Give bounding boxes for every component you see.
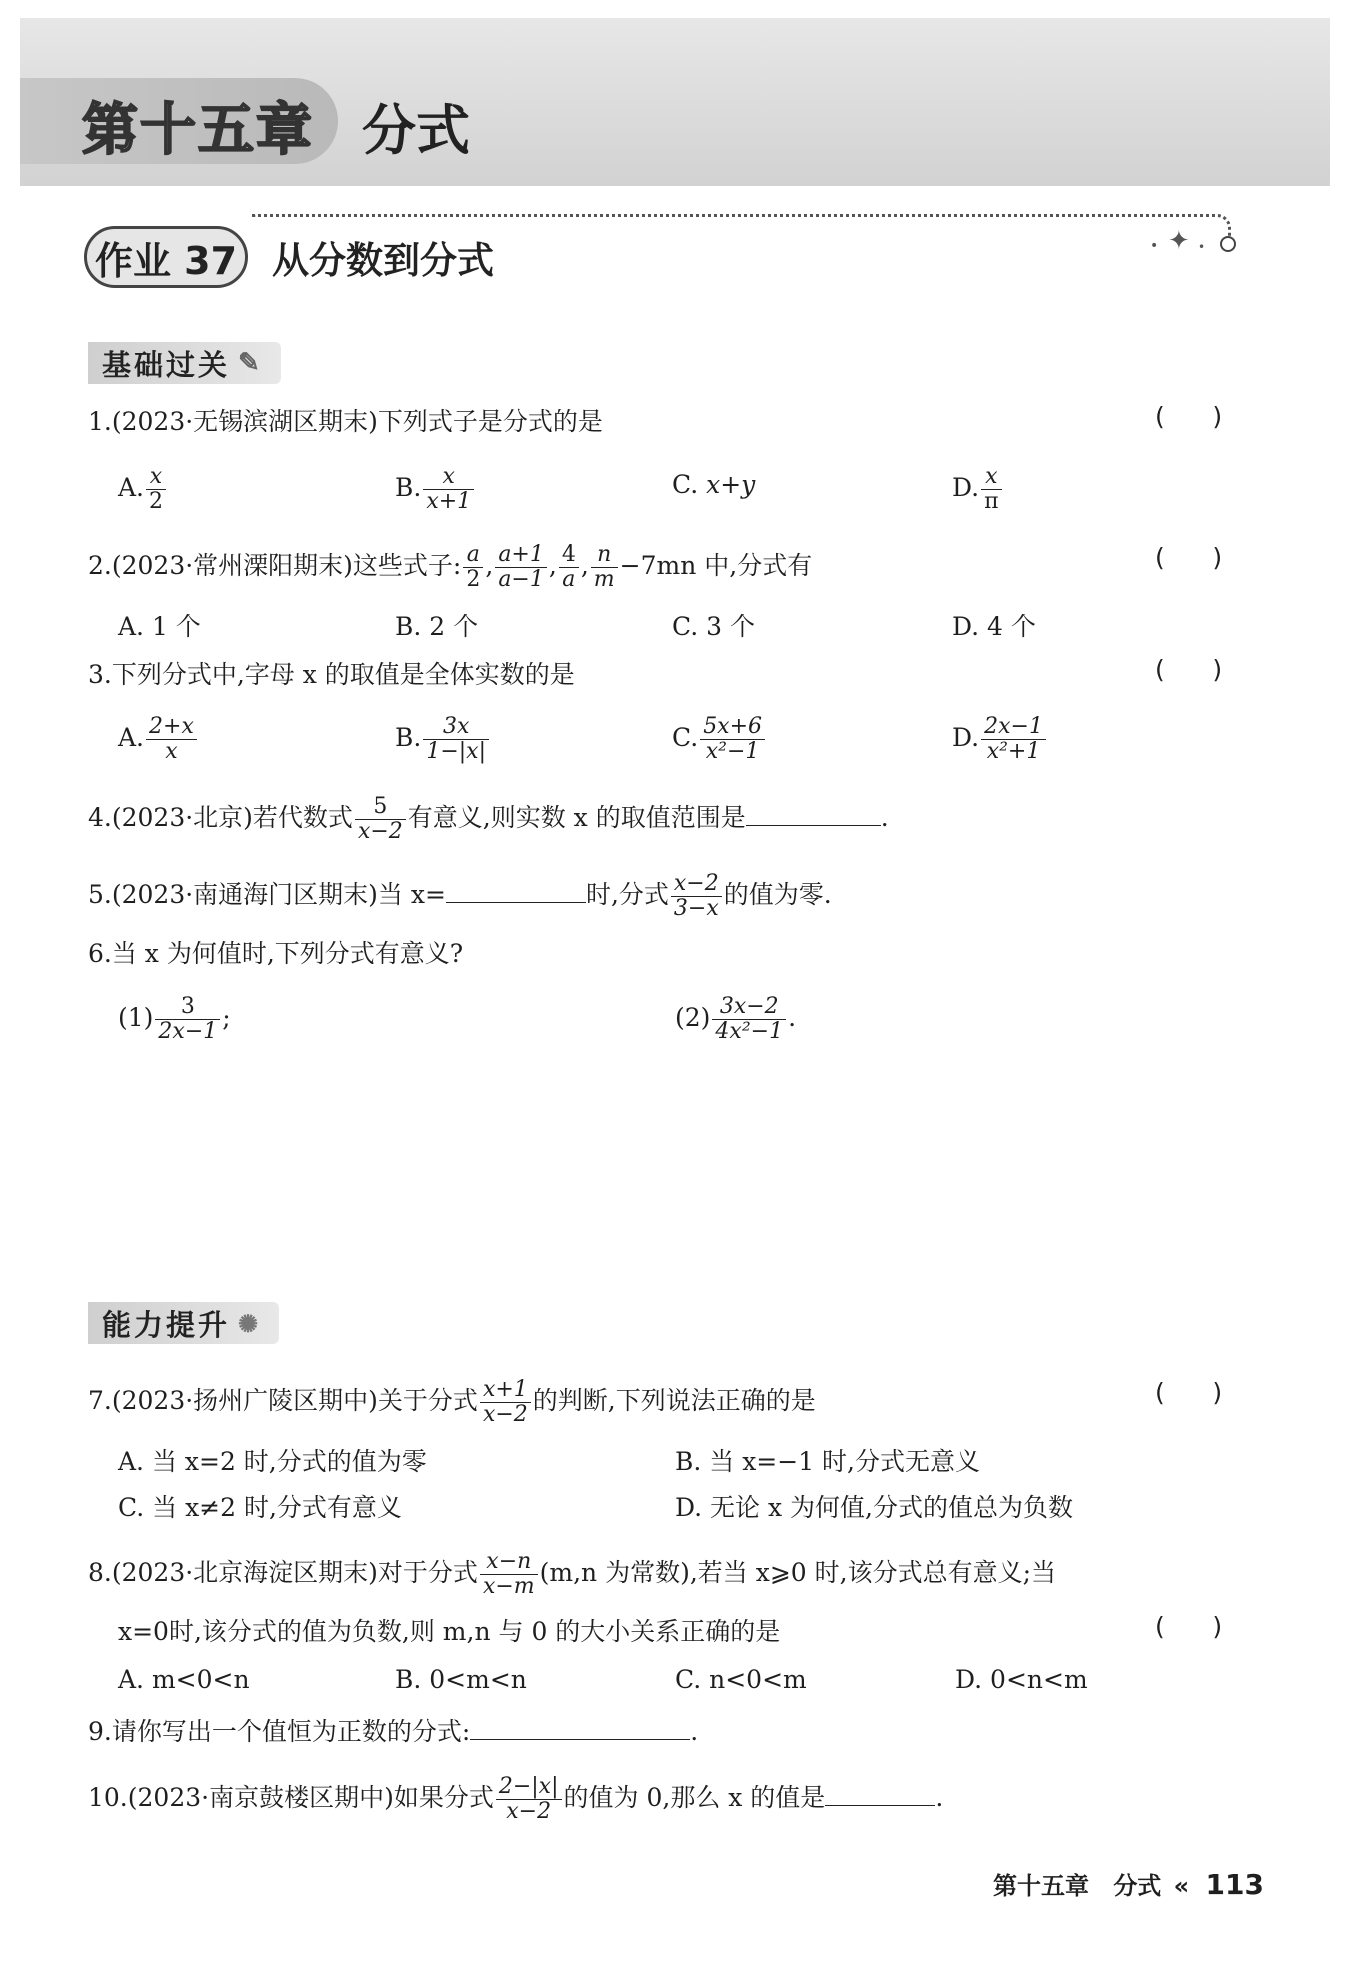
question-5: 5.(2023·南通海门区期末)当 x= 时,分式 $\frac{x-2}{3-x}$ 的值为零. [88,871,832,922]
section-basic-label: 基础过关 ✎ [88,342,281,384]
question-4: 4.(2023·北京)若代数式 $\frac{5}{x-2}$ 有意义,则实数 x 的取值范围是 . [88,794,889,845]
question-7-stem: 7.(2023·扬州广陵区期中)关于分式 $\frac{x+1}{x-2}$ 的判断,下列说法正确的是 [88,1377,816,1428]
question-9: 9.请你写出一个值恒为正数的分式: . [88,1717,699,1746]
answer-paren: ( ) [1155,543,1223,572]
dot-icon: • [1198,240,1206,254]
double-chevron-icon: « [1173,1872,1190,1900]
q1-option-a: A. $\frac{x}{2}$ [118,465,168,514]
q7-option-c: C. 当 x≠2 时,分式有意义 [118,1493,402,1522]
homework-title: 从分数到分式 [272,239,494,282]
q2-option-c: C. 3 个 [672,612,755,641]
q1-option-c: C. x+y [672,470,756,499]
q6-part-2: (2) $\frac{3x-2}{\text{4x²−1}}$ . [675,994,797,1045]
answer-blank[interactable] [746,825,881,826]
q1-option-d: D. $\frac{x}{\pi}$ [952,465,1004,514]
question-3-stem: 3.下列分式中,字母 x 的取值是全体实数的是 [88,660,575,689]
sparkle-icon: ✦ [1168,226,1190,256]
page-footer [993,1866,1264,1901]
q3-option-b: B. $\frac{3x}{1-|x|}$ [395,715,491,764]
chapter-number: 第十五章 [82,98,314,163]
q7-option-d: D. 无论 x 为何值,分式的值总为负数 [675,1493,1073,1522]
pencil-icon: ✎ [238,348,263,378]
q8-option-b: B. 0<m<n [395,1665,527,1694]
q1-option-b: B. $\frac{x}{x+1}$ [395,465,476,514]
question-1-stem: 1.(2023·无锡滨湖区期末)下列式子是分式的是 [88,407,603,436]
q2-option-d: D. 4 个 [952,612,1036,641]
q3-option-c: C. $\frac{5x+6}{\text{x²−1}}$ [672,715,767,764]
decorative-circle-icon [1220,236,1236,252]
q2-option-b: B. 2 个 [395,612,479,641]
question-8-stem: 8.(2023·北京海淀区期末)对于分式 $\frac{x-n}{x-m}$ (m,n 为常数),若当 x⩾0 时,该分式总有意义;当 [88,1549,1057,1600]
q2-option-a: A. 1 个 [118,612,201,641]
q6-part-1: (1) $\frac{3}{2x-1}$ ; [118,994,231,1045]
q3-option-d: D. $\frac{2x-1}{\text{x²+1}}$ [952,715,1048,764]
answer-paren: ( ) [1155,1612,1223,1641]
question-6-stem: 6.当 x 为何值时,下列分式有意义? [88,939,464,968]
homework-number-badge: 作业 37 [84,226,248,288]
q3-option-a: A. $\frac{2+x}{x}$ [118,715,199,764]
answer-blank[interactable] [825,1805,935,1806]
dot-icon: • [1150,238,1159,254]
sparkle-burst-icon: ✺ [238,1308,262,1338]
answer-paren: ( ) [1155,1378,1223,1407]
question-10: 10.(2023·南京鼓楼区期中)如果分式 $\frac{2-|x|}{x-2}$ 的值为 0,那么 x 的值是 . [88,1774,944,1825]
question-8-line-2: x=0时,该分式的值为负数,则 m,n 与 0 的大小关系正确的是 [118,1617,781,1646]
answer-blank[interactable] [470,1739,690,1740]
answer-blank[interactable] [446,902,586,903]
q8-option-a: A. m<0<n [118,1665,250,1694]
footer-chapter: 第十五章 [992,1872,1089,1900]
q8-option-c: C. n<0<m [675,1665,807,1694]
page-number: 113 [1205,1868,1264,1901]
q8-option-d: D. 0<n<m [955,1665,1088,1694]
question-2-stem: 2.(2023·常州溧阳期末)这些式子: $\frac{a}{2}$ , $\frac{a+1}{a-1}$ , $\frac{4}{a}$ , $\frac{n}{m}$ −7mn 中,分式有 [88,542,813,593]
footer-title: 分式 [1113,1872,1162,1900]
answer-paren: ( ) [1155,402,1223,431]
q7-option-b: B. 当 x=−1 时,分式无意义 [675,1447,981,1476]
section-advanced-label: 能力提升 ✺ [88,1302,279,1344]
answer-paren: ( ) [1155,655,1223,684]
chapter-title: 分式 [362,99,470,162]
q7-option-a: A. 当 x=2 时,分式的值为零 [118,1447,427,1476]
